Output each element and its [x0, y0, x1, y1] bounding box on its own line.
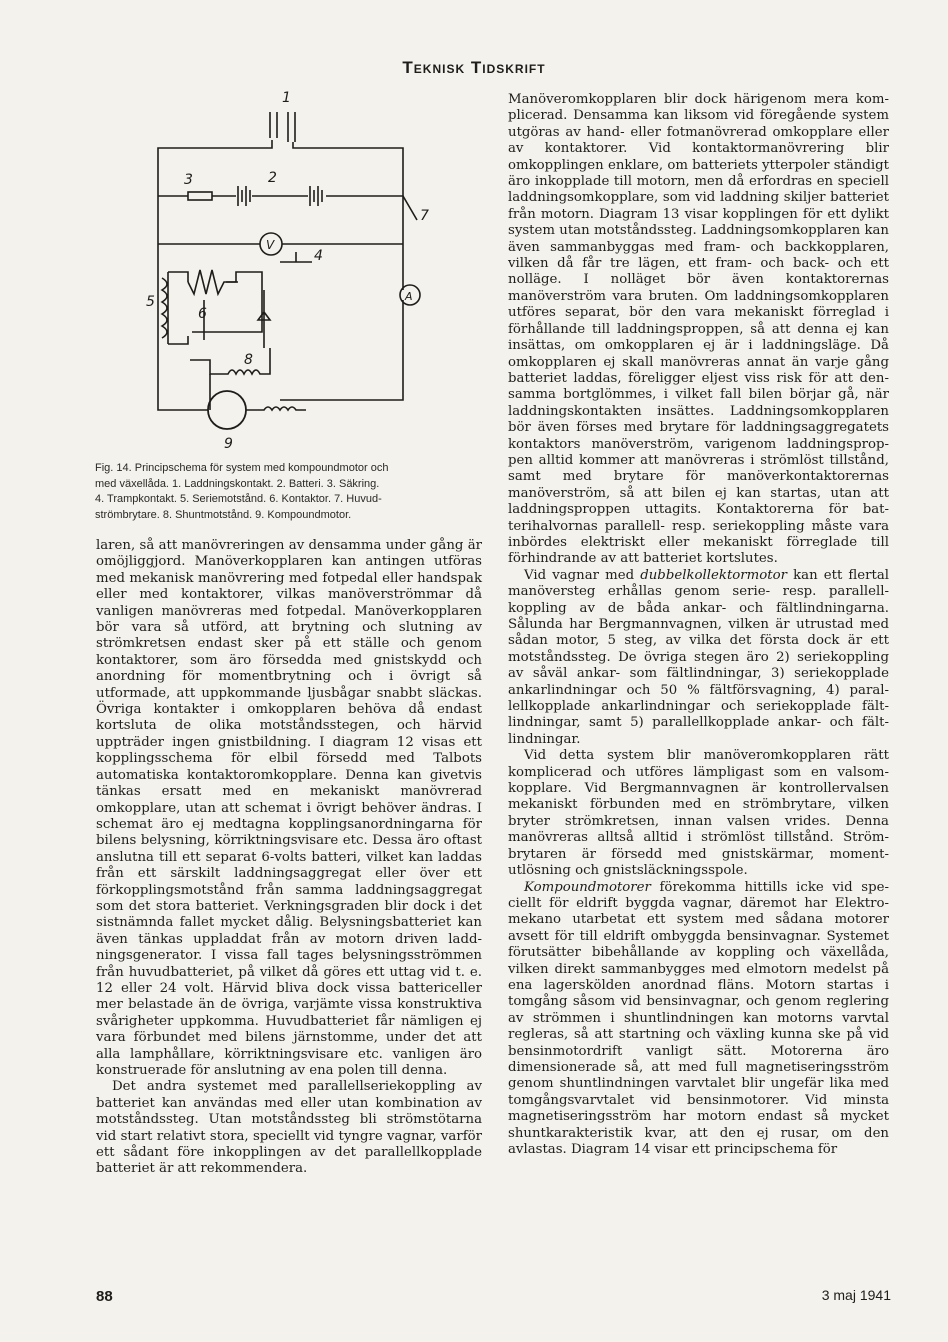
italic-term: Kompoundmotorer: [524, 879, 651, 895]
paragraph: laren, så att manövreringen av densamma under gång är omöjliggjord. Manöverkopplaren kan antingen utföras med mekanisk manövrering med fotpedal eller handspak eller med kontaktorer, vilkas manöverströmmar då vanligen manövreras med fotpedal. Manöverkopplaren bör vara så utförd, att brytning och slutning av strömkretsen endast sker på ett ställe och genom kontaktorer, som äro försedda med gnistskydd och anordning för momentbrytning och i övrigt så utformade, att uppkommande ljusbågar snabbt släckas. Övriga kontakter i omkopplaren behöva då endast kortsluta de olika motståndsstegen, och härvid uppträder ingen gnistbildning. I diagram 12 visas ett kopplingsschema för elbil försedd med Talbots automatiska kontaktoromkopplare. Denna kan givetvis tänkas ersatt med en mekaniskt manövrerad omkopplare, utan att schemat i övrigt behöver ändras. I schemat äro ej medtagna kopplingsanordningarna för bilens belysning, körriktningsvisare etc. Dessa äro oftast anslutna till ett separat 6-volts batteri, vilket kan laddas från ett särskilt laddningsaggregat eller över ett förkopplingsmotstånd från samma laddningsaggregat som det stora batteriet. Verkningsgraden blir dock i det sistnämnda fallet mycket dålig. Belysningsbatteriet kan även tänkas uppladdat från av motorn driven laddningsgenerator. I vissa fall tages belysningsströmmen från huvudbatteriet, på vilket då göres ett uttag vid t. e. 12 eller 24 volt. Härvid bliva dock vissa battericeller mer belastade än de övriga, varjämte vissa konstruktiva svårigheter uppkomma. Huvudbatteriet får nämligen ej vara förbundet med bilens järnstomme, under det att alla lamphållare, körriktningsvisare etc. vanligen äro konstruerade för anslutning av ena polen till denna.: [96, 538, 482, 1078]
figure-caption: [95, 461, 485, 523]
fig-label-9: 9: [224, 436, 233, 452]
ammeter-label: A: [405, 290, 413, 303]
text-run: kan ett flertal manöversteg erhållas genom serie- resp. parallellkoppling av de båda ankar- och fältlindningarna. Sålunda har Bergmannvagnen, vilken är utrustad med sådan motor, 5 steg, av vilka det första dock är ett motståndssteg. De övriga stegen äro 2) seriekoppling av såväl ankar- som fältlindningar, 3) seriekopplade ankarlindningar och 50 % fältförsvagning, 4) parallellkopplade ankarlindningar och seriekopplade fältlindningar, samt 5) parallellkopplade ankar- och fältlindningar.: [508, 567, 890, 747]
fig-label-5: 5: [146, 294, 155, 310]
voltmeter-label: V: [266, 238, 275, 252]
fig-label-8: 8: [244, 352, 253, 368]
journal-header: Teknisk Tidskrift: [402, 58, 546, 77]
circuit-diagram: [140, 90, 450, 460]
fig-label-7: 7: [420, 208, 429, 224]
fig-label-4: 4: [314, 248, 323, 264]
caption-line: strömbrytare. 8. Shuntmotstånd. 9. Kompoundmotor.: [95, 508, 352, 521]
paragraph: Det andra systemet med parallellseriekoppling av batteriet kan användas med eller utan kombination av motståndssteg. Utan motståndssteg bli strömstötarna vid start relativt stora, speciellt vid tyngre vagnar, varför ett sådant före inkopplingen av det parallellkopplade batteriet är att rekommendera.: [96, 1079, 482, 1177]
caption-line: 4. Trampkontakt. 5. Seriemotstånd. 6. Kontaktor. 7. Huvud-: [95, 493, 382, 505]
issue-date: 3 maj 1941: [821, 1287, 891, 1303]
paragraph: [508, 568, 889, 748]
paragraph: Manöveromkopplaren blir dock härigenom mera komplicerad. Densamma kan liksom vid föregående system utgöras av hand- eller fotmanövrerad omkopplare eller av kontaktorer. Vid kontaktormanövrering blir omkopplingen enklare, om batteriets ytterpoler ständigt äro inkopplade till motorn, men då erfordras en speciell laddningsomkopplare, som vid laddning skiljer batteriet från motorn. Diagram 13 visar kopplingen för ett dylikt system utan motståndssteg. Laddningsomkopplaren kan även sammanbyggas med fram- och backkopplaren, vilken då får tre lägen, ett fram- och back- och ett nolläge. I nolläget bör även kontaktorernas manöverström vara bruten. Om laddningsomkopplaren utföres separat, bör den vara mekaniskt förreglad i förhållande till laddningsproppen, så att denna ej kan insättas, om omkopplaren ej är i laddningsläge. Då omkopplaren ej skall manövreras annat än varje gång batteriet laddas, föreligger eljest viss risk för att densamma bortglömmes, i vilket fall bilen börjar gå, när laddningskontakten insättes. Laddningsomkopplaren bör även förses med brytare för laddningsaggregatets kontaktors manöverström, varigenom laddningsproppen alltid kommer att manövreras i strömlöst tillstånd, samt med brytare för manöverkontaktorernas manöverström, så att bilen ej kan startas, utan att laddningsproppen uttagits. Kontaktorerna för batterihalvornas parallell- resp. seriekoppling måste vara inbördes elektriskt eller mekaniskt förreglade till förhindrande av att batteriet kortslutes.: [508, 92, 889, 567]
fig-label-3: 3: [184, 172, 193, 188]
page-number: 88: [96, 1288, 113, 1305]
fig-label-1: 1: [282, 90, 291, 106]
fig-label-6: 6: [198, 306, 207, 322]
paragraph: Vid detta system blir manöveromkopplaren rätt komplicerad och utföres lämpligast som en valsomkopplare. Vid Bergmannvagnen är kontrollervalsen mekaniskt förbunden med en strömbrytare, vilken bryter strömkretsen, innan valsen vrides. Denna manövreras alltså alltid i strömlöst tillstånd. Strömbrytaren är försedd med gnistskärmar, momentutlösning och gnistsläckningsspole.: [508, 748, 889, 879]
caption-line: Fig. 14. Principschema för system med kompoundmotor och: [95, 462, 389, 474]
right-text-column: [508, 92, 889, 1158]
fig-label-2: 2: [268, 170, 277, 186]
left-text-column: [96, 538, 482, 1178]
caption-line: med växellåda. 1. Laddningskontakt. 2. Batteri. 3. Säkring.: [95, 477, 380, 490]
paragraph: [508, 880, 889, 1159]
text-run: Vid vagnar med: [524, 567, 641, 583]
italic-term: dubbelkollektormotor: [640, 567, 787, 583]
text-run: förekomma hittills icke vid speciellt för eldrift byggda vagnar, däremot har Elektromekano utarbetat ett system med sådana motorer avsett för till eldrift ombyggda bensinvagnar. Systemet förutsätter bibehållande av koppling och växellåda, vilken direkt sammanbygges med elmotorn medelst på ena lagerskölden anordnad fläns. Motorn startas i tomgång såsom vid bensinvagnar, och genom reglering av strömmen i shuntlindningen kan motorns varvtal regleras, så att startning och växling kunna ske på vid bensinmotordrift vanligt sätt. Motorerna äro dimensionerade så, att med full magnetiseringsström genom shuntlindningen varvtalet blir ungefär lika med tomgångsvarvtalet vid bensinmotorer. Vid minsta magnetiseringsström har motorn endast så mycket shuntkarakteristik kvar, att den ej rusar, om den avlastas. Diagram 14 visar ett principschema för: [508, 879, 889, 1157]
